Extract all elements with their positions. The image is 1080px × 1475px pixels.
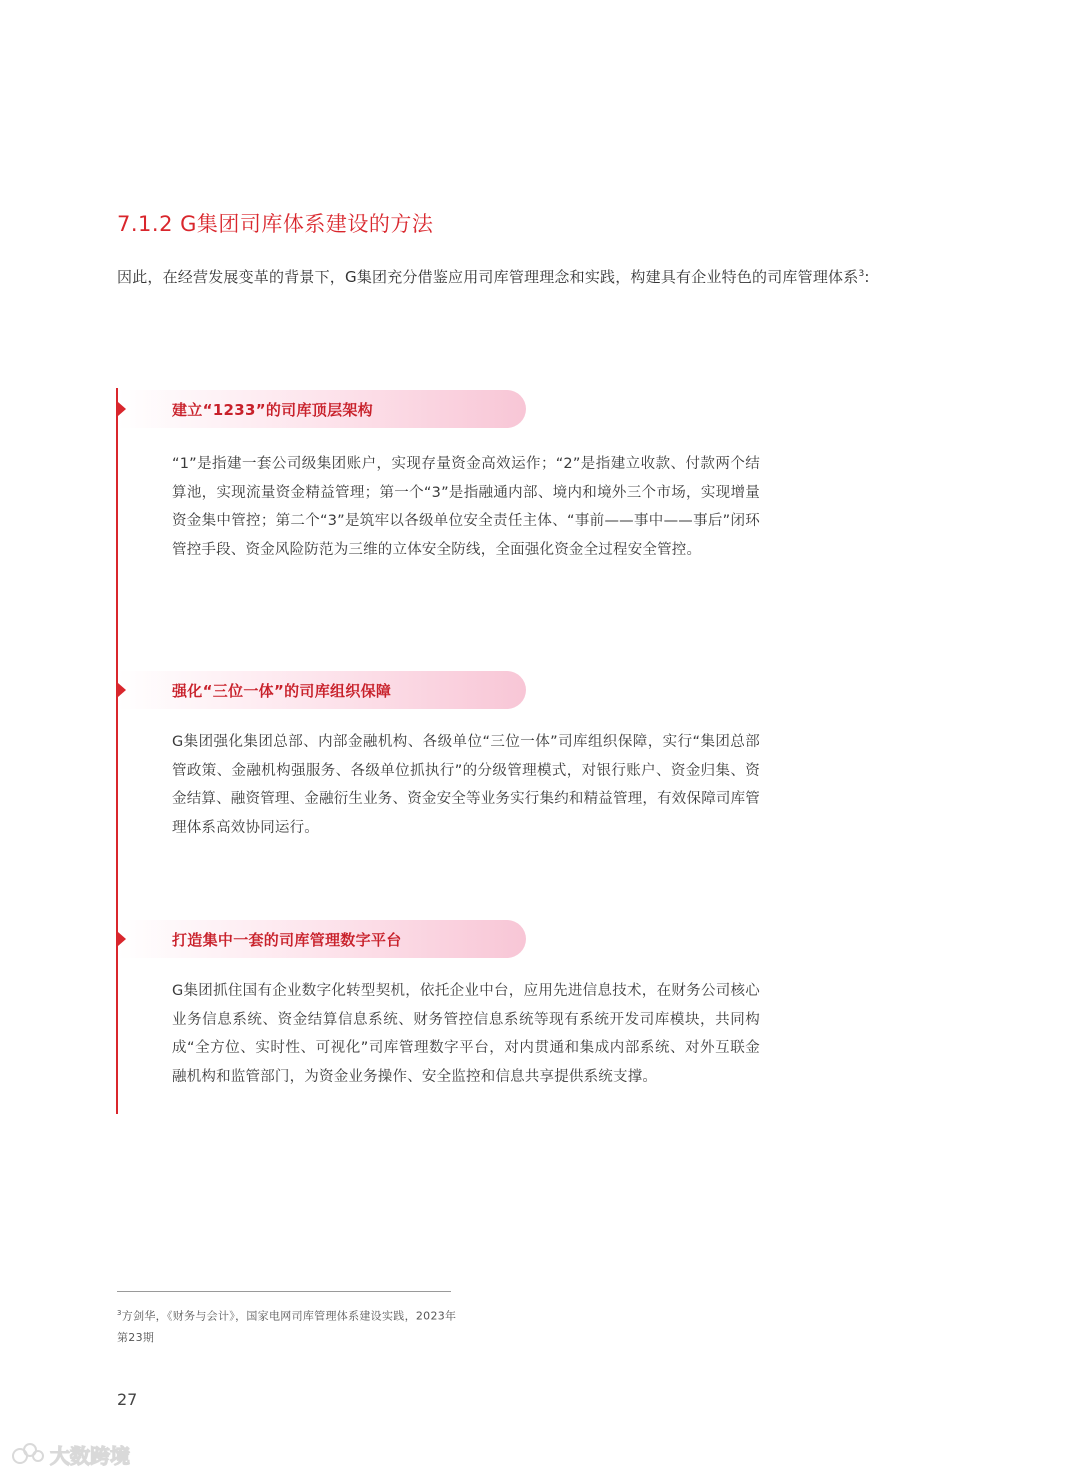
footnote-number: 3 xyxy=(117,1309,122,1317)
intro-paragraph xyxy=(117,266,870,287)
block-1-body: “1”是指建一套公司级集团账户，实现存量资金高效运作；“2”是指建立收款、付款两个结算池，实现流量资金精益管理；第一个“3”是指融通内部、境内和境外三个市场，实现增量资金集中管控；第二个“3”是筑牢以各级单位安全责任主体、“事前——事中——事后”闭环管控手段、资金风险防范为三维的立体安全防线，全面强化资金全过程安全管控。 xyxy=(172,456,760,558)
block-3-body: G集团抓住国有企业数字化转型契机，依托企业中台，应用先进信息技术，在财务公司核心业务信息系统、资金结算信息系统、财务管控信息系统等现有系统开发司库模块，共同构成“全方位、实时性、可视化”司库管理数字平台，对内贯通和集成内部系统、对外互联金融机构和监管部门，为资金业务操作、安全监控和信息共享提供系统支撑。 xyxy=(172,983,760,1085)
intro-end: : xyxy=(864,268,870,286)
footnote-rule xyxy=(117,1291,451,1292)
footnote xyxy=(117,1303,457,1348)
block-1-title: 建立“1233”的司库顶层架构 xyxy=(172,401,373,419)
watermark-text: 大数跨境 xyxy=(50,1444,130,1468)
intro-text: 因此，在经营发展变革的背景下，G集团充分借鉴应用司库管理理念和实践，构建具有企业特色的司库管理体系 xyxy=(117,268,859,286)
block-1-arrow-icon xyxy=(118,402,126,416)
block-3-title: 打造集中一套的司库管理数字平台 xyxy=(172,931,402,949)
block-2-arrow-icon xyxy=(118,683,126,697)
timeline-line xyxy=(116,388,118,1114)
section-heading: 7.1.2 G集团司库体系建设的方法 xyxy=(117,212,434,236)
block-2-body: G集团强化集团总部、内部金融机构、各级单位“三位一体”司库组织保障，实行“集团总部管政策、金融机构强服务、各级单位抓执行”的分级管理模式，对银行账户、资金归集、资金结算、融资管理、金融衍生业务、资金安全等业务实行集约和精益管理，有效保障司库管理体系高效协同运行。 xyxy=(172,734,760,836)
footnote-text: 方剑华，《财务与会计》，国家电网司库管理体系建设实践，2023年第23期 xyxy=(117,1309,457,1344)
block-3-arrow-icon xyxy=(118,932,126,946)
footnote-reference[interactable]: 3 xyxy=(858,269,865,279)
block-2-title: 强化“三位一体”的司库组织保障 xyxy=(172,682,392,700)
page-number: 27 xyxy=(117,1390,138,1409)
brand-logo-icon xyxy=(8,1438,148,1470)
watermark xyxy=(8,1438,148,1470)
